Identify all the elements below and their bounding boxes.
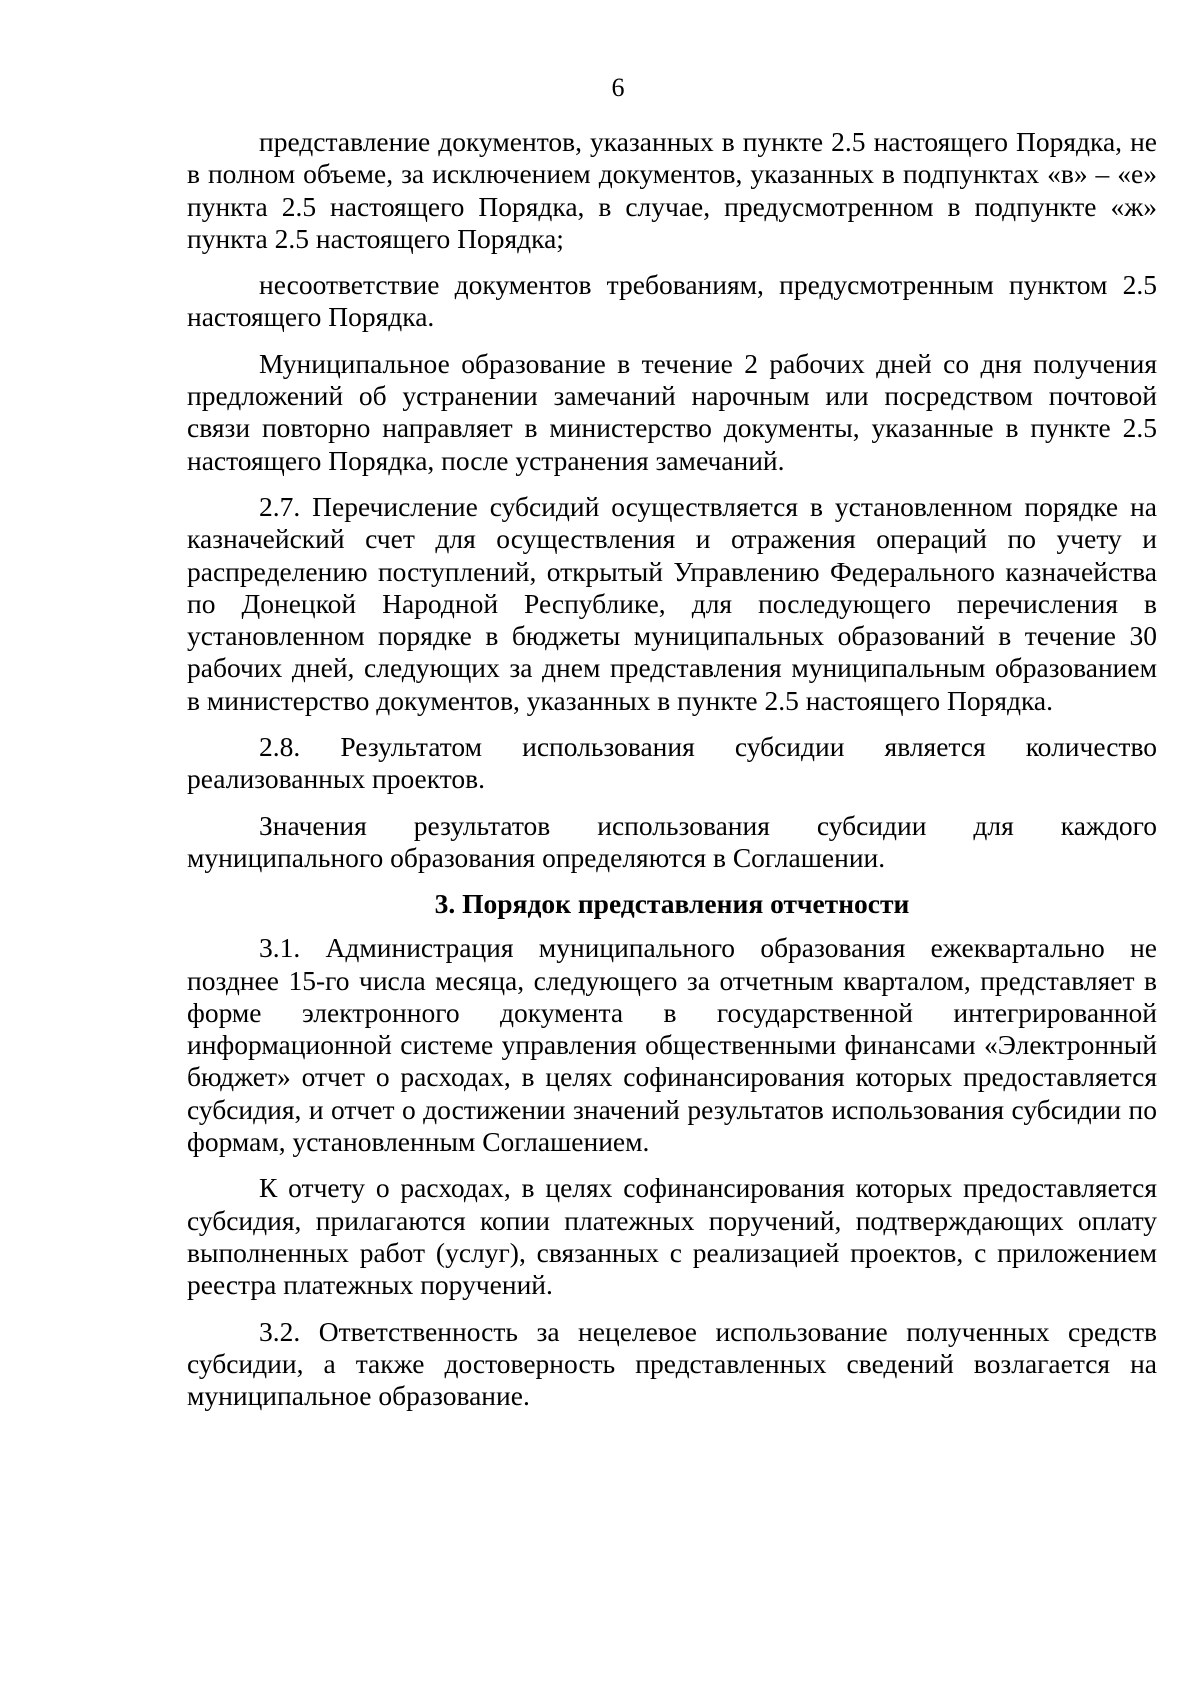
paragraph: Муниципальное образование в течение 2 рабочих дней со дня получения предложений об устранении замечаний нарочным или посредством почтовой связи повторно направляет в министерство документы, указанные в пункте 2.5 настоящего Порядка, после устранения замечаний.: [187, 347, 1157, 476]
paragraph: 3.2. Ответственность за нецелевое использование полученных средств субсидии, а также достоверность представленных сведений возлагается на муниципальное образование.: [187, 1315, 1157, 1412]
paragraph: представление документов, указанных в пункте 2.5 настоящего Порядка, не в полном объеме, за исключением документов, указанных в подпунктах «в» – «е» пункта 2.5 настоящего Порядка, в случае, предусмотренном в подпункте «ж» пункта 2.5 настоящего Порядка;: [187, 126, 1157, 254]
paragraph: К отчету о расходах, в целях софинансирования которых предоставляется субсидия, прилагаются копии платежных поручений, подтверждающих оплату выполненных работ (услуг), связанных с реализацией проектов, с приложением реестра платежных поручений.: [187, 1172, 1157, 1301]
page-number: 6: [611, 73, 625, 102]
paragraph: 2.8. Результатом использования субсидии является количество реализованных проектов.: [187, 731, 1157, 795]
paragraph: 3.1. Администрация муниципального образования ежеквартально не позднее 15-го числа месяца, следующего за отчетным кварталом, представляет в форме электронного документа в государственной интегрированной информационной системе управления общественными финансами «Электронный бюджет» отчет о расходах, в целях софинансирования которых предоставляется субсидия, и отчет о достижении значений результатов использования субсидии по формам, установленным Соглашением.: [187, 932, 1157, 1158]
section-heading: 3. Порядок представления отчетности: [434, 888, 910, 920]
paragraph: Значения результатов использования субсидии для каждого муниципального образования определяются в Соглашении.: [187, 809, 1157, 873]
paragraph: несоответствие документов требованиям, предусмотренным пунктом 2.5 настоящего Порядка.: [187, 269, 1157, 333]
document-body: [187, 126, 1157, 1426]
paragraph: 2.7. Перечисление субсидий осуществляется в установленном порядке на казначейский счет для осуществления и отражения операций по учету и распределению поступлений, открытый Управлению Федерального казначейства по Донецкой Народной Республике, для последующего перечисления в установленном порядке в бюджеты муниципальных образований в течение 30 рабочих дней, следующих за днем представления муниципальным образованием в министерство документов, указанных в пункте 2.5 настоящего Порядка.: [187, 490, 1157, 716]
